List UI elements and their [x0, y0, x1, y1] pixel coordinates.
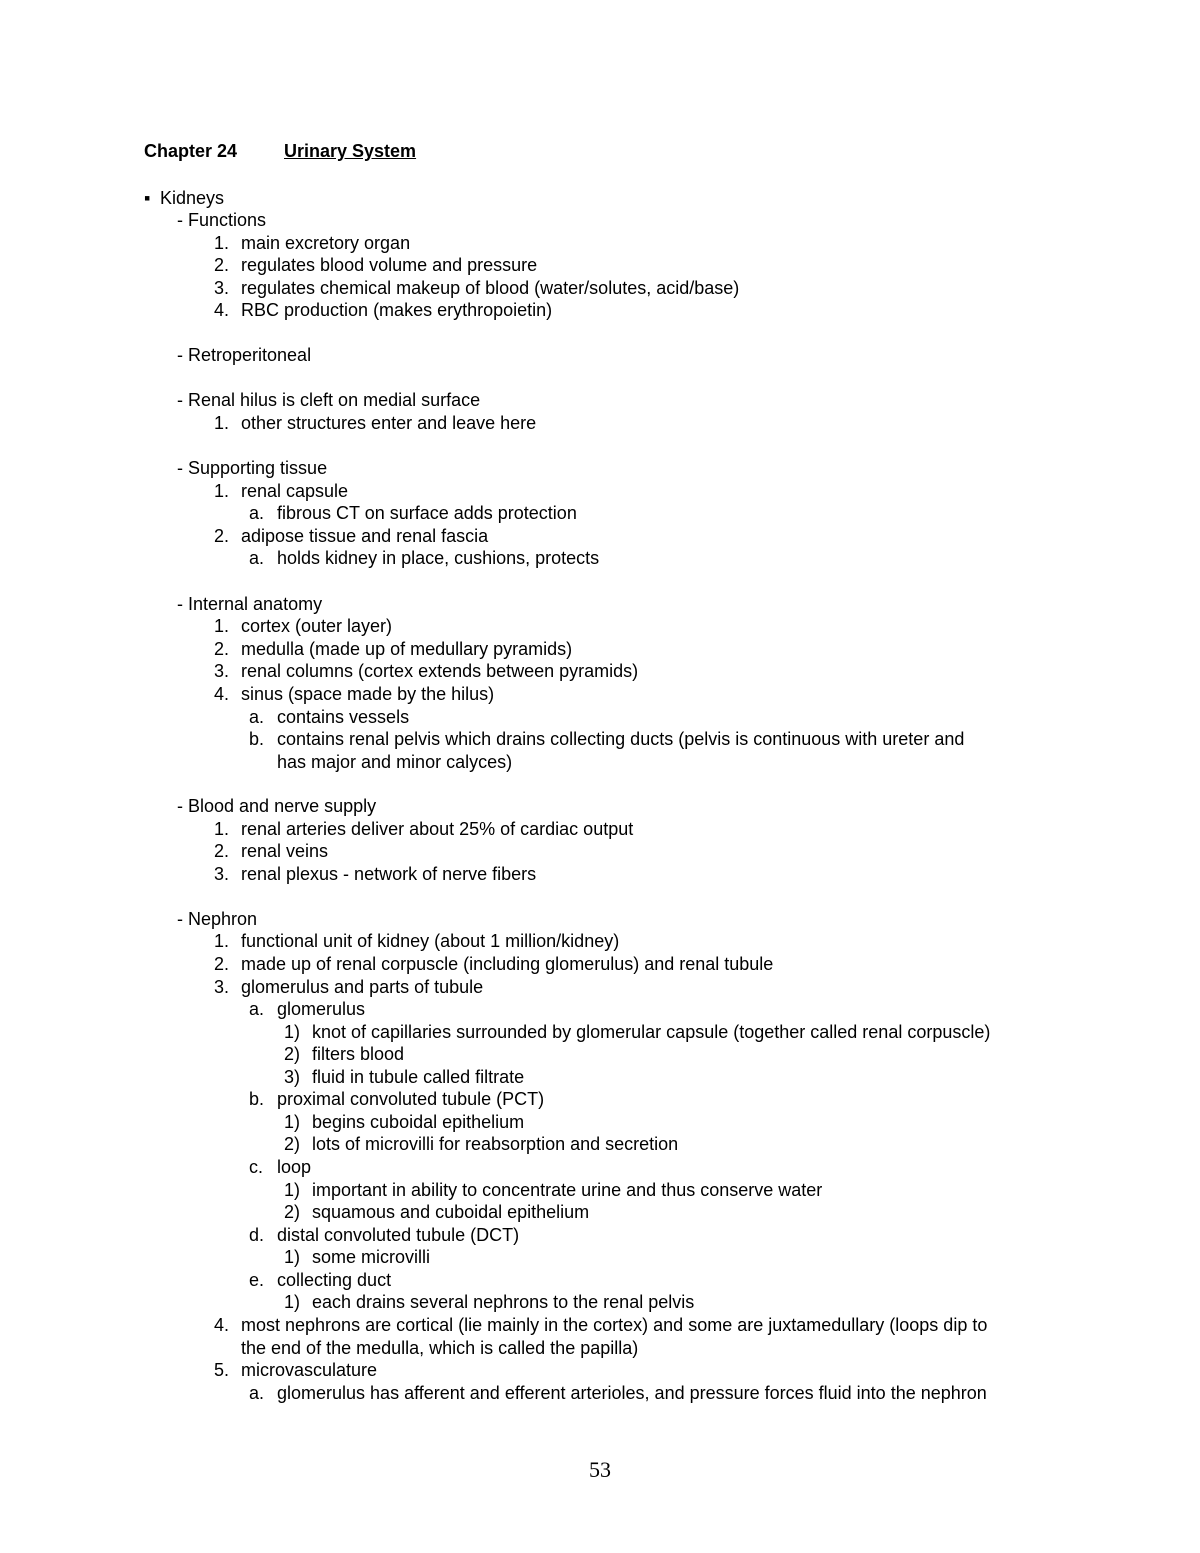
outline-text: renal capsule — [241, 481, 349, 501]
list-marker: 1) — [284, 1112, 301, 1132]
list-marker: a. — [249, 999, 265, 1019]
list-marker: a. — [249, 503, 265, 523]
outline-text: filters blood — [312, 1044, 405, 1064]
outline-text: most nephrons are cortical (lie mainly in the cortex) and some are juxtamedullary (loops dip to — [241, 1315, 988, 1335]
outline-text: functional unit of kidney (about 1 million/kidney) — [241, 931, 620, 951]
outline-text: loop — [277, 1157, 312, 1177]
outline-text: sinus (space made by the hilus) — [241, 684, 495, 704]
outline-text: knot of capillaries surrounded by glomerular capsule (together called renal corpuscle) — [312, 1022, 991, 1042]
list-marker: 4. — [214, 1315, 230, 1335]
chapter-heading — [144, 141, 417, 162]
list-marker: 1) — [284, 1247, 301, 1267]
list-marker: 1) — [284, 1292, 301, 1312]
outline-text: RBC production (makes erythropoietin) — [241, 300, 553, 320]
list-marker: 1. — [214, 481, 230, 501]
outline-text: - Renal hilus is cleft on medial surface — [177, 390, 481, 410]
outline-text: - Nephron — [177, 909, 258, 929]
list-marker: 2. — [214, 526, 230, 546]
list-marker: b. — [249, 1089, 265, 1109]
outline-text: fluid in tubule called filtrate — [312, 1067, 525, 1087]
list-marker: a. — [249, 1383, 265, 1403]
outline-text: Kidneys — [160, 188, 225, 208]
outline-text: proximal convoluted tubule (PCT) — [277, 1089, 545, 1109]
outline-text: begins cuboidal epithelium — [312, 1112, 525, 1132]
outline-text: fibrous CT on surface adds protection — [277, 503, 577, 523]
list-marker: 3. — [214, 278, 230, 298]
outline-text: - Internal anatomy — [177, 594, 323, 614]
list-marker: 1. — [214, 233, 230, 253]
list-marker: 3) — [284, 1067, 301, 1087]
outline-text: contains vessels — [277, 707, 410, 727]
list-marker: 1. — [214, 413, 230, 433]
bullet-marker: ▪ — [144, 188, 151, 208]
outline-text: other structures enter and leave here — [241, 413, 537, 433]
list-marker: d. — [249, 1225, 265, 1245]
outline-text: glomerulus has afferent and efferent arterioles, and pressure forces fluid into the nephron — [277, 1383, 987, 1403]
outline-text: regulates blood volume and pressure — [241, 255, 538, 275]
list-marker: 4. — [214, 300, 230, 320]
list-marker: 2) — [284, 1134, 301, 1154]
outline-text: squamous and cuboidal epithelium — [312, 1202, 590, 1222]
outline-text: main excretory organ — [241, 233, 411, 253]
list-marker: 3. — [214, 864, 230, 884]
outline-text: glomerulus — [277, 999, 366, 1019]
list-marker: 2. — [214, 954, 230, 974]
outline-text: has major and minor calyces) — [277, 752, 513, 772]
outline-text: - Supporting tissue — [177, 458, 328, 478]
list-marker: 2. — [214, 841, 230, 861]
outline-text: glomerulus and parts of tubule — [241, 977, 484, 997]
outline-text: regulates chemical makeup of blood (water/solutes, acid/base) — [241, 278, 740, 298]
outline-text: collecting duct — [277, 1270, 392, 1290]
outline-text: - Retroperitoneal — [177, 345, 312, 365]
list-marker: e. — [249, 1270, 265, 1290]
list-marker: 3. — [214, 661, 230, 681]
list-marker: 2) — [284, 1044, 301, 1064]
outline-text: cortex (outer layer) — [241, 616, 393, 636]
list-marker: 1) — [284, 1022, 301, 1042]
list-marker: 1. — [214, 819, 230, 839]
list-marker: a. — [249, 707, 265, 727]
outline-text: some microvilli — [312, 1247, 431, 1267]
list-marker: 5. — [214, 1360, 230, 1380]
outline-text: renal plexus - network of nerve fibers — [241, 864, 537, 884]
outline-text: renal columns (cortex extends between pyramids) — [241, 661, 639, 681]
outline-text: each drains several nephrons to the renal pelvis — [312, 1292, 695, 1312]
outline-text: holds kidney in place, cushions, protects — [277, 548, 600, 568]
outline-text: distal convoluted tubule (DCT) — [277, 1225, 520, 1245]
outline-text: made up of renal corpuscle (including glomerulus) and renal tubule — [241, 954, 774, 974]
list-marker: 1. — [214, 931, 230, 951]
outline-text: adipose tissue and renal fascia — [241, 526, 489, 546]
chapter-title: Urinary System — [284, 141, 417, 161]
page-number: 53 — [589, 1457, 611, 1482]
outline-text: - Functions — [177, 210, 267, 230]
list-marker: 3. — [214, 977, 230, 997]
list-marker: 2) — [284, 1202, 301, 1222]
list-marker: 1. — [214, 616, 230, 636]
list-marker: c. — [249, 1157, 264, 1177]
list-marker: 1) — [284, 1180, 301, 1200]
list-marker: 4. — [214, 684, 230, 704]
outline-text: renal arteries deliver about 25% of cardiac output — [241, 819, 634, 839]
outline-text: medulla (made up of medullary pyramids) — [241, 639, 573, 659]
outline-text: important in ability to concentrate urine and thus conserve water — [312, 1180, 823, 1200]
list-marker: b. — [249, 729, 265, 749]
outline-text: renal veins — [241, 841, 329, 861]
list-marker: 2. — [214, 639, 230, 659]
outline-text: microvasculature — [241, 1360, 378, 1380]
outline-text: contains renal pelvis which drains collecting ducts (pelvis is continuous with ureter and — [277, 729, 965, 749]
outline-text: the end of the medulla, which is called the papilla) — [241, 1338, 639, 1358]
outline-text: lots of microvilli for reabsorption and secretion — [312, 1134, 679, 1154]
list-marker: a. — [249, 548, 265, 568]
list-marker: 2. — [214, 255, 230, 275]
outline-text: - Blood and nerve supply — [177, 796, 377, 816]
chapter-number: Chapter 24 — [144, 141, 238, 161]
